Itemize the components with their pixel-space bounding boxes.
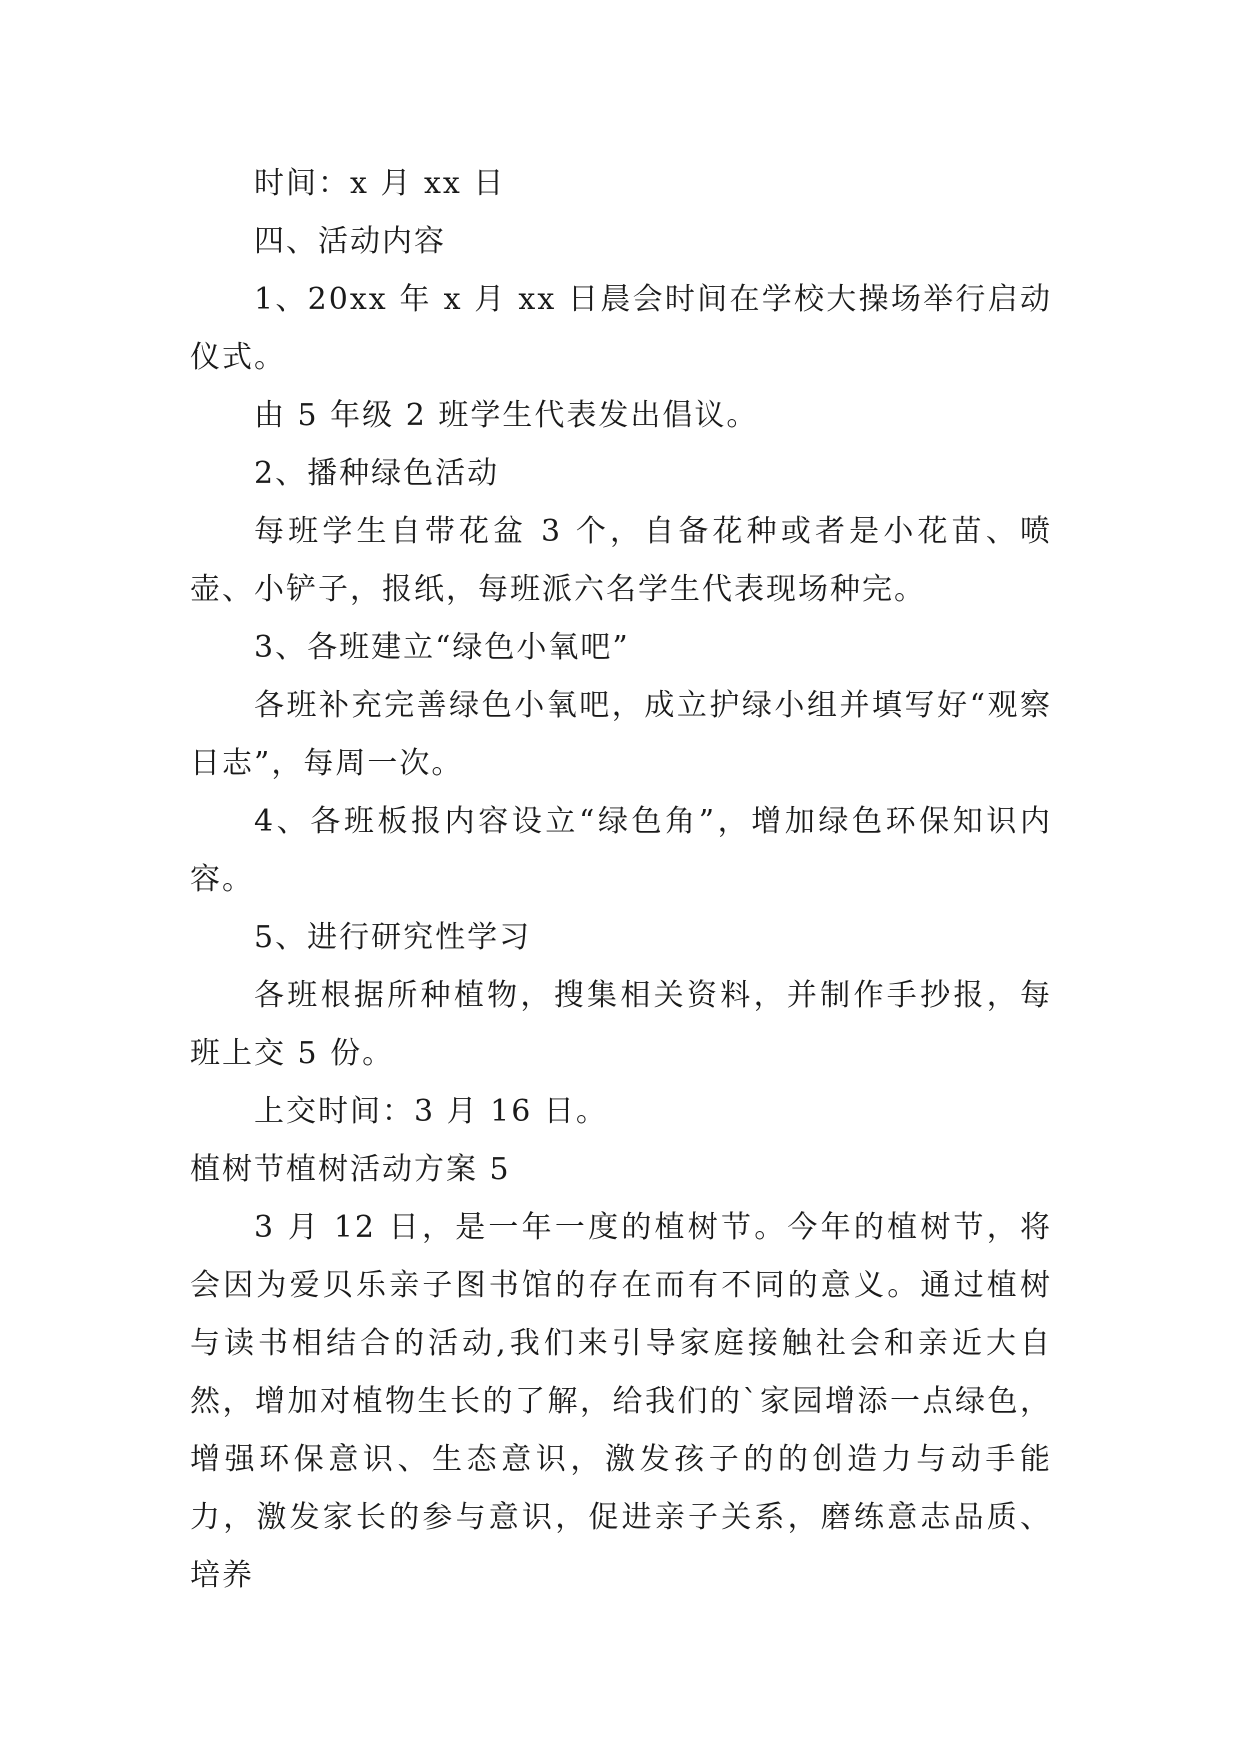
- paragraph-item-1: 1、20xx 年 x 月 xx 日晨会时间在学校大操场举行启动仪式。: [190, 282, 1052, 375]
- paragraph-oxygen-bar: 各班补充完善绿色小氧吧，成立护绿小组并填写好“观察日志”，每周一次。: [190, 688, 1052, 781]
- paragraph-item-2: 2、播种绿色活动: [254, 456, 500, 491]
- paragraph-deadline: 上交时间：3 月 16 日。: [254, 1094, 608, 1129]
- paragraph-research: 各班根据所种植物，搜集相关资料，并制作手抄报，每班上交 5 份。: [190, 978, 1052, 1071]
- paragraph-item-3: 3、各班建立“绿色小氧吧”: [254, 630, 630, 665]
- paragraph-item-4: 4、各班板报内容设立“绿色角”，增加绿色环保知识内容。: [190, 804, 1052, 897]
- paragraph-intro: 3 月 12 日，是一年一度的植树节。今年的植树节，将会因为爱贝乐亲子图书馆的存在而有不同的意义。通过植树与读书相结合的活动,我们来引导家庭接触社会和亲近大自然，增加对植物生长的了解，给我们的`家园增添一点绿色，增强环保意识、生态意识，激发孩子的的创造力与动手能力，激发家长的参与意识，促进亲子关系，磨练意志品质、培养: [190, 1210, 1052, 1593]
- paragraph-proposal: 由 5 年级 2 班学生代表发出倡议。: [254, 398, 759, 433]
- paragraph-item-5: 5、进行研究性学习: [254, 920, 532, 955]
- paragraph-time: 时间：x 月 xx 日: [254, 166, 506, 201]
- paragraph-planting: 每班学生自带花盆 3 个，自备花种或者是小花苗、喷壶、小铲子，报纸，每班派六名学生代表现场种完。: [190, 514, 1052, 607]
- document-body: [190, 155, 1052, 1605]
- section-title: 植树节植树活动方案 5: [190, 1152, 511, 1187]
- paragraph-activity-heading: 四、活动内容: [254, 224, 446, 259]
